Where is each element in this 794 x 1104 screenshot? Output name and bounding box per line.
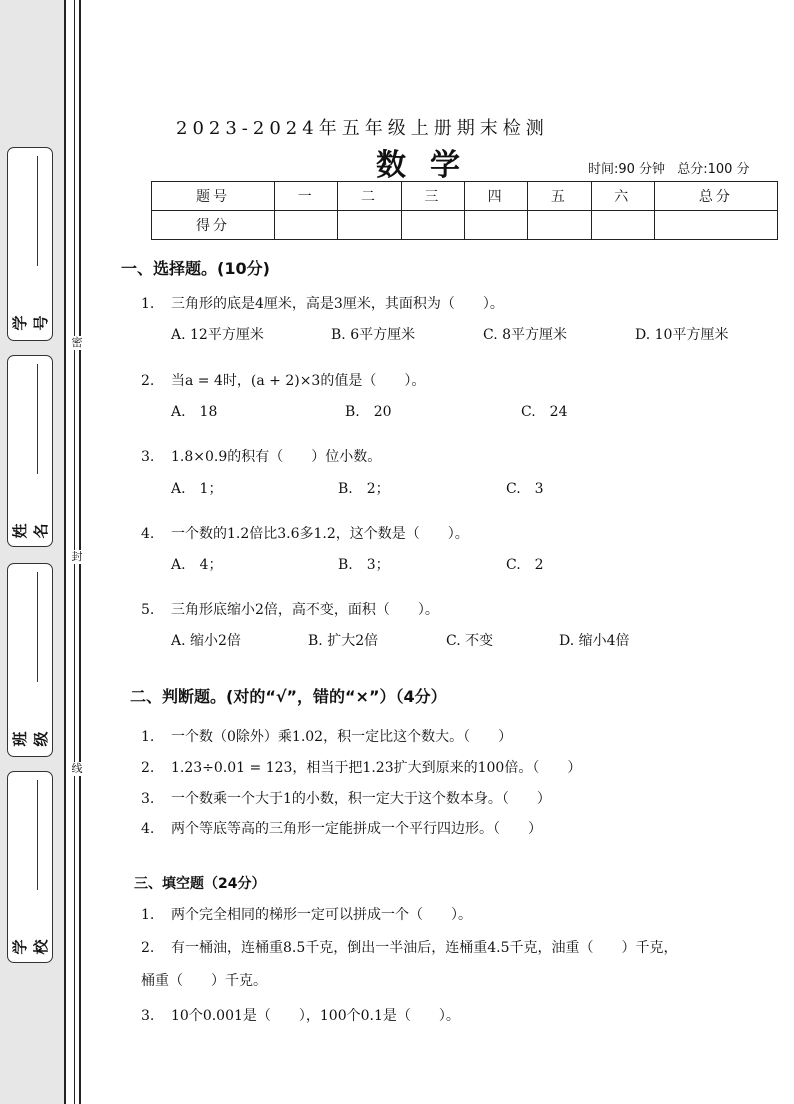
question-number: 4. — [141, 526, 155, 542]
time-limit: 时间:90 分钟 — [588, 162, 666, 177]
question-text: 三角形底缩小2倍，高不变，面积（ ）。 — [171, 602, 439, 618]
section-title: 一、选择题。(10分) — [121, 259, 270, 278]
option-b[interactable]: B. 20 — [345, 404, 392, 420]
field-label: 班 级 — [11, 723, 50, 747]
class-field[interactable] — [7, 563, 53, 757]
option-c[interactable]: C. 3 — [506, 481, 544, 497]
question-text: 当a = 4时，(a + 2)×3的值是（ ）。 — [171, 373, 426, 389]
question-text: 有一桶油，连桶重8.5千克，倒出一半油后，连桶重4.5千克，油重（ ）千克， — [171, 940, 678, 956]
question — [141, 818, 542, 838]
section-title: 二、判断题。(对的“√”，错的“×”）（4分） — [130, 687, 447, 706]
question — [141, 599, 439, 619]
seal-char-xian: 线 — [69, 762, 85, 776]
table-row — [152, 182, 778, 211]
seal-char-mi: 密 — [69, 336, 85, 350]
option-b[interactable]: B. 扩大2倍 — [308, 633, 379, 649]
option-a[interactable]: A. 18 — [171, 404, 218, 420]
question-number: 2. — [141, 760, 155, 776]
option-d[interactable]: D. 缩小4倍 — [559, 633, 630, 649]
score-input-cell[interactable] — [464, 211, 527, 240]
table-cell: 总分 — [654, 182, 777, 211]
option-b[interactable]: B. 3； — [338, 557, 390, 573]
exam-title: 2023-2024年五年级上册期末检测 — [176, 118, 549, 139]
table-cell: 得分 — [152, 211, 275, 240]
table-cell: 二 — [338, 182, 401, 211]
question — [141, 446, 381, 466]
question — [141, 726, 512, 746]
option-c[interactable]: C. 不变 — [446, 633, 494, 649]
question-number: 3. — [141, 449, 155, 465]
question — [141, 523, 469, 543]
field-label: 学 校 — [11, 931, 50, 955]
question-number: 2. — [141, 940, 155, 956]
table-cell: 题号 — [152, 182, 275, 211]
question-number: 3. — [141, 1008, 155, 1024]
question — [141, 937, 678, 957]
question-number: 1. — [141, 907, 155, 923]
question-text: 一个数（0除外）乘1.02，积一定比这个数大。（ ） — [171, 729, 513, 745]
question — [141, 788, 551, 808]
total-score: 总分:100 分 — [677, 162, 750, 177]
table-cell: 三 — [401, 182, 464, 211]
student-id-field[interactable] — [7, 147, 53, 341]
table-row — [152, 211, 778, 240]
question — [141, 904, 472, 924]
question — [141, 1005, 460, 1025]
table-cell: 六 — [591, 182, 654, 211]
question-text: 1.8×0.9的积有（ ）位小数。 — [171, 449, 382, 465]
table-cell: 五 — [528, 182, 591, 211]
score-input-cell[interactable] — [275, 211, 338, 240]
student-name-field[interactable] — [7, 355, 53, 547]
option-d[interactable]: D. 10平方厘米 — [635, 327, 729, 343]
exam-info — [588, 158, 758, 177]
question-text: 三角形的底是4厘米，高是3厘米，其面积为（ ）。 — [171, 296, 504, 312]
question-text: 一个数的1.2倍比3.6多1.2，这个数是（ ）。 — [171, 526, 469, 542]
option-c[interactable]: C. 8平方厘米 — [483, 327, 568, 343]
option-b[interactable]: B. 6平方厘米 — [331, 327, 416, 343]
option-b[interactable]: B. 2； — [338, 481, 390, 497]
question — [141, 293, 504, 313]
option-a[interactable]: A. 缩小2倍 — [171, 633, 241, 649]
field-label: 姓 名 — [11, 515, 50, 539]
score-input-cell[interactable] — [654, 211, 777, 240]
question-number: 1. — [141, 296, 155, 312]
question-number: 4. — [141, 821, 155, 837]
question-number: 2. — [141, 373, 155, 389]
question-number: 5. — [141, 602, 155, 618]
option-a[interactable]: A. 4； — [171, 557, 223, 573]
score-input-cell[interactable] — [591, 211, 654, 240]
option-c[interactable]: C. 2 — [506, 557, 544, 573]
subject-title: 数学 — [376, 148, 484, 183]
question-text: 两个等底等高的三角形一定能拼成一个平行四边形。（ ） — [171, 821, 542, 837]
seal-char-feng: 封 — [69, 550, 85, 564]
score-input-cell[interactable] — [338, 211, 401, 240]
question — [141, 757, 581, 777]
question-text: 两个完全相同的梯形一定可以拼成一个（ ）。 — [171, 907, 472, 923]
question-text: 一个数乘一个大于1的小数，积一定大于这个数本身。（ ） — [171, 791, 551, 807]
write-line — [37, 572, 38, 682]
binding-line — [64, 0, 66, 1104]
school-field[interactable] — [7, 771, 53, 963]
option-c[interactable]: C. 24 — [521, 404, 568, 420]
option-a[interactable]: A. 12平方厘米 — [171, 327, 264, 343]
question-number: 3. — [141, 791, 155, 807]
section-title: 三、填空题（24分） — [134, 876, 266, 892]
write-line — [37, 156, 38, 266]
question-continuation: 桶重（ ）千克。 — [141, 973, 267, 989]
table-cell: 一 — [275, 182, 338, 211]
table-cell: 四 — [464, 182, 527, 211]
option-a[interactable]: A. 1； — [171, 481, 223, 497]
question-text: 10个0.001是（ ），100个0.1是（ ）。 — [171, 1008, 460, 1024]
question — [141, 370, 425, 390]
write-line — [37, 780, 38, 890]
question-number: 1. — [141, 729, 155, 745]
field-label: 学 号 — [11, 307, 50, 331]
score-table — [151, 181, 778, 240]
write-line — [37, 364, 38, 474]
score-input-cell[interactable] — [528, 211, 591, 240]
question-text: 1.23÷0.01 = 123，相当于把1.23扩大到原来的100倍。（ ） — [171, 760, 582, 776]
score-input-cell[interactable] — [401, 211, 464, 240]
